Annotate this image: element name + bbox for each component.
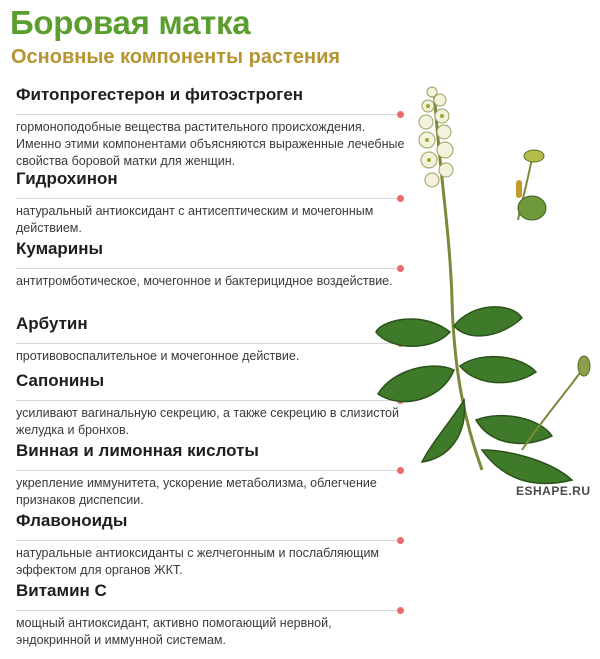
divider [16, 268, 402, 269]
component-item [16, 510, 408, 579]
component-description: укрепление иммунитета, ускорение метаболизма, облегчение признаков диспепсии. [16, 476, 377, 507]
plant-leaves [376, 307, 572, 484]
plant-illustration [372, 70, 600, 510]
divider [16, 610, 402, 611]
component-item [16, 440, 408, 509]
component-item [16, 168, 408, 237]
component-name: Флавоноиды [16, 511, 128, 530]
flower-cluster [419, 87, 453, 187]
component-name: Арбутин [16, 314, 88, 333]
component-name: Гидрохинон [16, 169, 118, 188]
component-description: усиливают вагинальную секрецию, а также секрецию в слизистой желудка и бронхов. [16, 406, 399, 437]
page-title: Боровая матка [10, 4, 251, 41]
component-name: Фитопрогестерон и фитоэстроген [16, 85, 304, 104]
component-item [16, 580, 408, 649]
divider [16, 114, 402, 115]
page-subtitle: Основные компоненты растения [11, 46, 341, 68]
component-description: натуральный антиоксидант с антисептическим и мочегонным действием. [16, 204, 374, 235]
component-item [16, 370, 408, 439]
fruit-detail [516, 150, 546, 220]
divider [16, 400, 402, 401]
component-description: мощный антиоксидант, активно помогающий нервной, эндокринной и иммунной системам. [16, 616, 332, 647]
component-description: противовоспалительное и мочегонное действие. [16, 349, 300, 363]
divider [16, 470, 402, 471]
component-name: Кумарины [16, 239, 104, 258]
divider [16, 540, 402, 541]
component-description: антитромботическое, мочегонное и бактерицидное воздействие. [16, 274, 393, 288]
marker-dot [397, 607, 404, 614]
component-name: Винная и лимонная кислоты [16, 441, 259, 460]
component-item [16, 84, 408, 170]
divider [16, 198, 402, 199]
component-description: натуральные антиоксиданты с желчегонным и послабляющим эффектом для органов ЖКТ. [16, 546, 380, 577]
component-description: гормоноподобные вещества растительного происхождения. Именно этими компонентами объясняются выраженные лечебные свойства боровой матки для женщин. [16, 120, 405, 168]
credit-label: ESHAPE.RU [516, 484, 591, 498]
component-name: Витамин С [16, 581, 107, 600]
component-name: Сапонины [16, 371, 105, 390]
marker-dot [397, 537, 404, 544]
divider [16, 343, 402, 344]
component-item [16, 238, 408, 290]
component-item [16, 313, 408, 365]
